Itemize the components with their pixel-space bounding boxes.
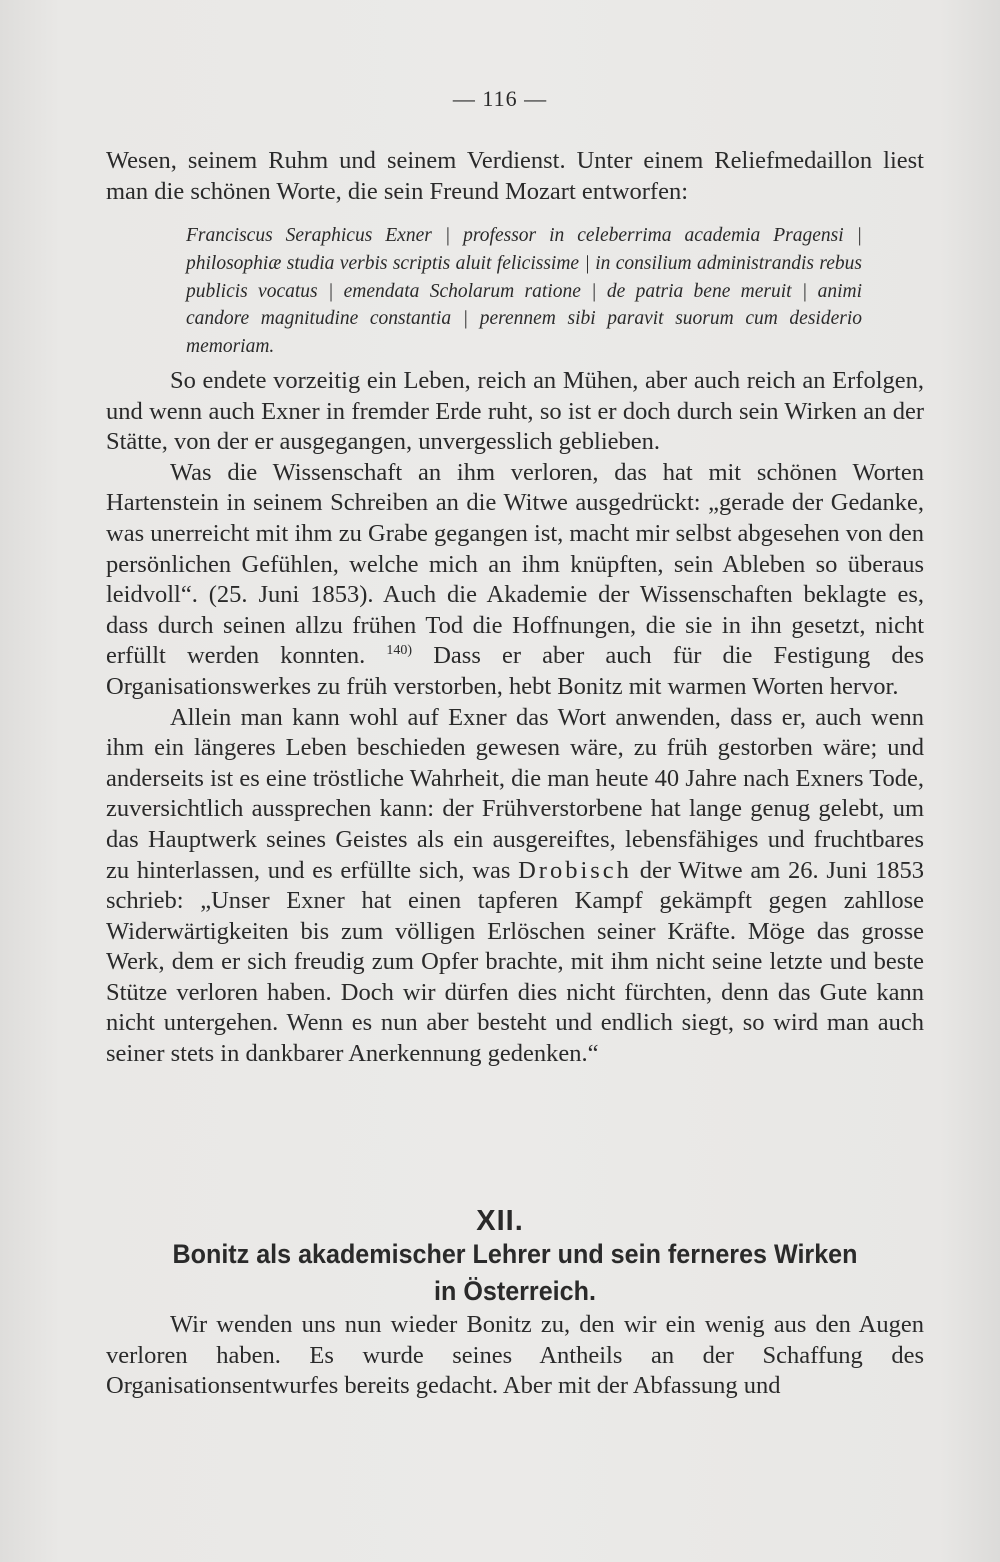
paragraph-3-main: Was die Wissenschaft an ihm verloren, das hat mit schönen Worten Hartenstein in seinem Schreiben an die Witwe ausgedrückt: „gerade der Gedanke, was unerreicht mit ihm zu Grabe gegangen ist, macht mir selbst abgesehen von den persönlichen Gefühlen, welche mich an ihm knüpften, sein Ableben so überaus leidvoll“. (25. Juni 1853). Auch die Akademie der Wissenschaften beklagte es, dass durch seinen allzu frühen Tod die Hoffnungen, die sie in ihn gesetzt, nicht erfüllt werden konnten.	[106, 458, 924, 670]
opening-paragraph-text: Wesen, seinem Ruhm und seinem Verdienst. Unter einem Reliefmedaillon liest man die schönen Worte, die sein Freund Mozart entworfen:	[106, 147, 924, 205]
chapter-title-line-1: Bonitz als akademischer Lehrer und sein ferneres Wirken	[172, 1239, 858, 1269]
final-paragraph	[106, 1310, 924, 1402]
body-text	[106, 366, 924, 1070]
chapter-title-line-2: in Österreich.	[434, 1276, 596, 1306]
chapter-numeral: XII.	[476, 1205, 524, 1237]
paragraph-3	[106, 458, 924, 703]
latin-inscription: Franciscus Seraphicus Exner | professor in celeberrima academia Pragensi | philosophiæ studia verbis scriptis aluit felicissime | in consilium administrandis rebus publicis vocatus | emendata Scholarum ratione | de patria bene meruit | animi candore magnitudine constantia | perennem sibi paravit suorum cum desiderio memoriam.	[186, 225, 862, 358]
final-paragraph-text: Wir wenden uns nun wieder Bonitz zu, den wir ein wenig aus den Augen verloren haben. Es wurde seines Antheils an der Schaffung des Organisationsentwurfes bereits gedacht. Aber mit der Abfassung und	[106, 1311, 924, 1400]
paragraph-4-name: Drobisch	[518, 856, 632, 884]
chapter-title	[129, 1236, 901, 1310]
footnote-reference: 140)	[386, 643, 413, 659]
page-number: — 116 —	[452, 86, 548, 111]
paragraph-3-end: Dass er aber auch für die Festigung des Organisationswerkes zu früh verstorben, hebt Bonitz mit warmen Worten hervor.	[106, 642, 924, 700]
opening-paragraph	[106, 146, 924, 207]
paragraph-4-before: Allein man kann wohl auf Exner das Wort anwenden, dass er, auch wenn ihm ein längeres Leben beschieden gewesen wäre, zu früh gestorben wäre; und anderseits ist es eine tröstliche Wahrheit, die man heute 40 Jahre nach Exners Tode, zuversichtlich aussprechen kann: der Frühverstorbene hat lange genug gelebt, um das Hauptwerk seines Geistes als ein ausgereiftes, lebensfähiges und fruchtbares zu hinterlassen, und es erfüllte sich, was	[106, 703, 924, 884]
paragraph-2: So endete vorzeitig ein Leben, reich an Mühen, aber auch reich an Erfolgen, und wenn auch Exner in fremder Erde ruht, so ist er doch durch sein Wirken an der Stätte, von der er ausgegangen, unvergesslich geblieben.	[106, 367, 924, 456]
paragraph-4-after: der Witwe am 26. Juni 1853 schrieb: „Unser Exner hat einen tapferen Kampf gekämpft gegen zahllose Widerwärtigkeiten bis zum völligen Erlöschen seiner Kräfte. Möge das grosse Werk, dem er sich freudig zum Opfer brachte, mit ihm nicht seine letzte und beste Stütze verloren haben. Doch wir dürfen dies nicht fürchten, denn das Gute kann nicht untergehen. Wenn es nun aber besteht und endlich siegt, so wird man auch seiner stets in dankbarer Anerkennung gedenken.“	[106, 856, 924, 1068]
paragraph-4	[106, 703, 924, 1070]
